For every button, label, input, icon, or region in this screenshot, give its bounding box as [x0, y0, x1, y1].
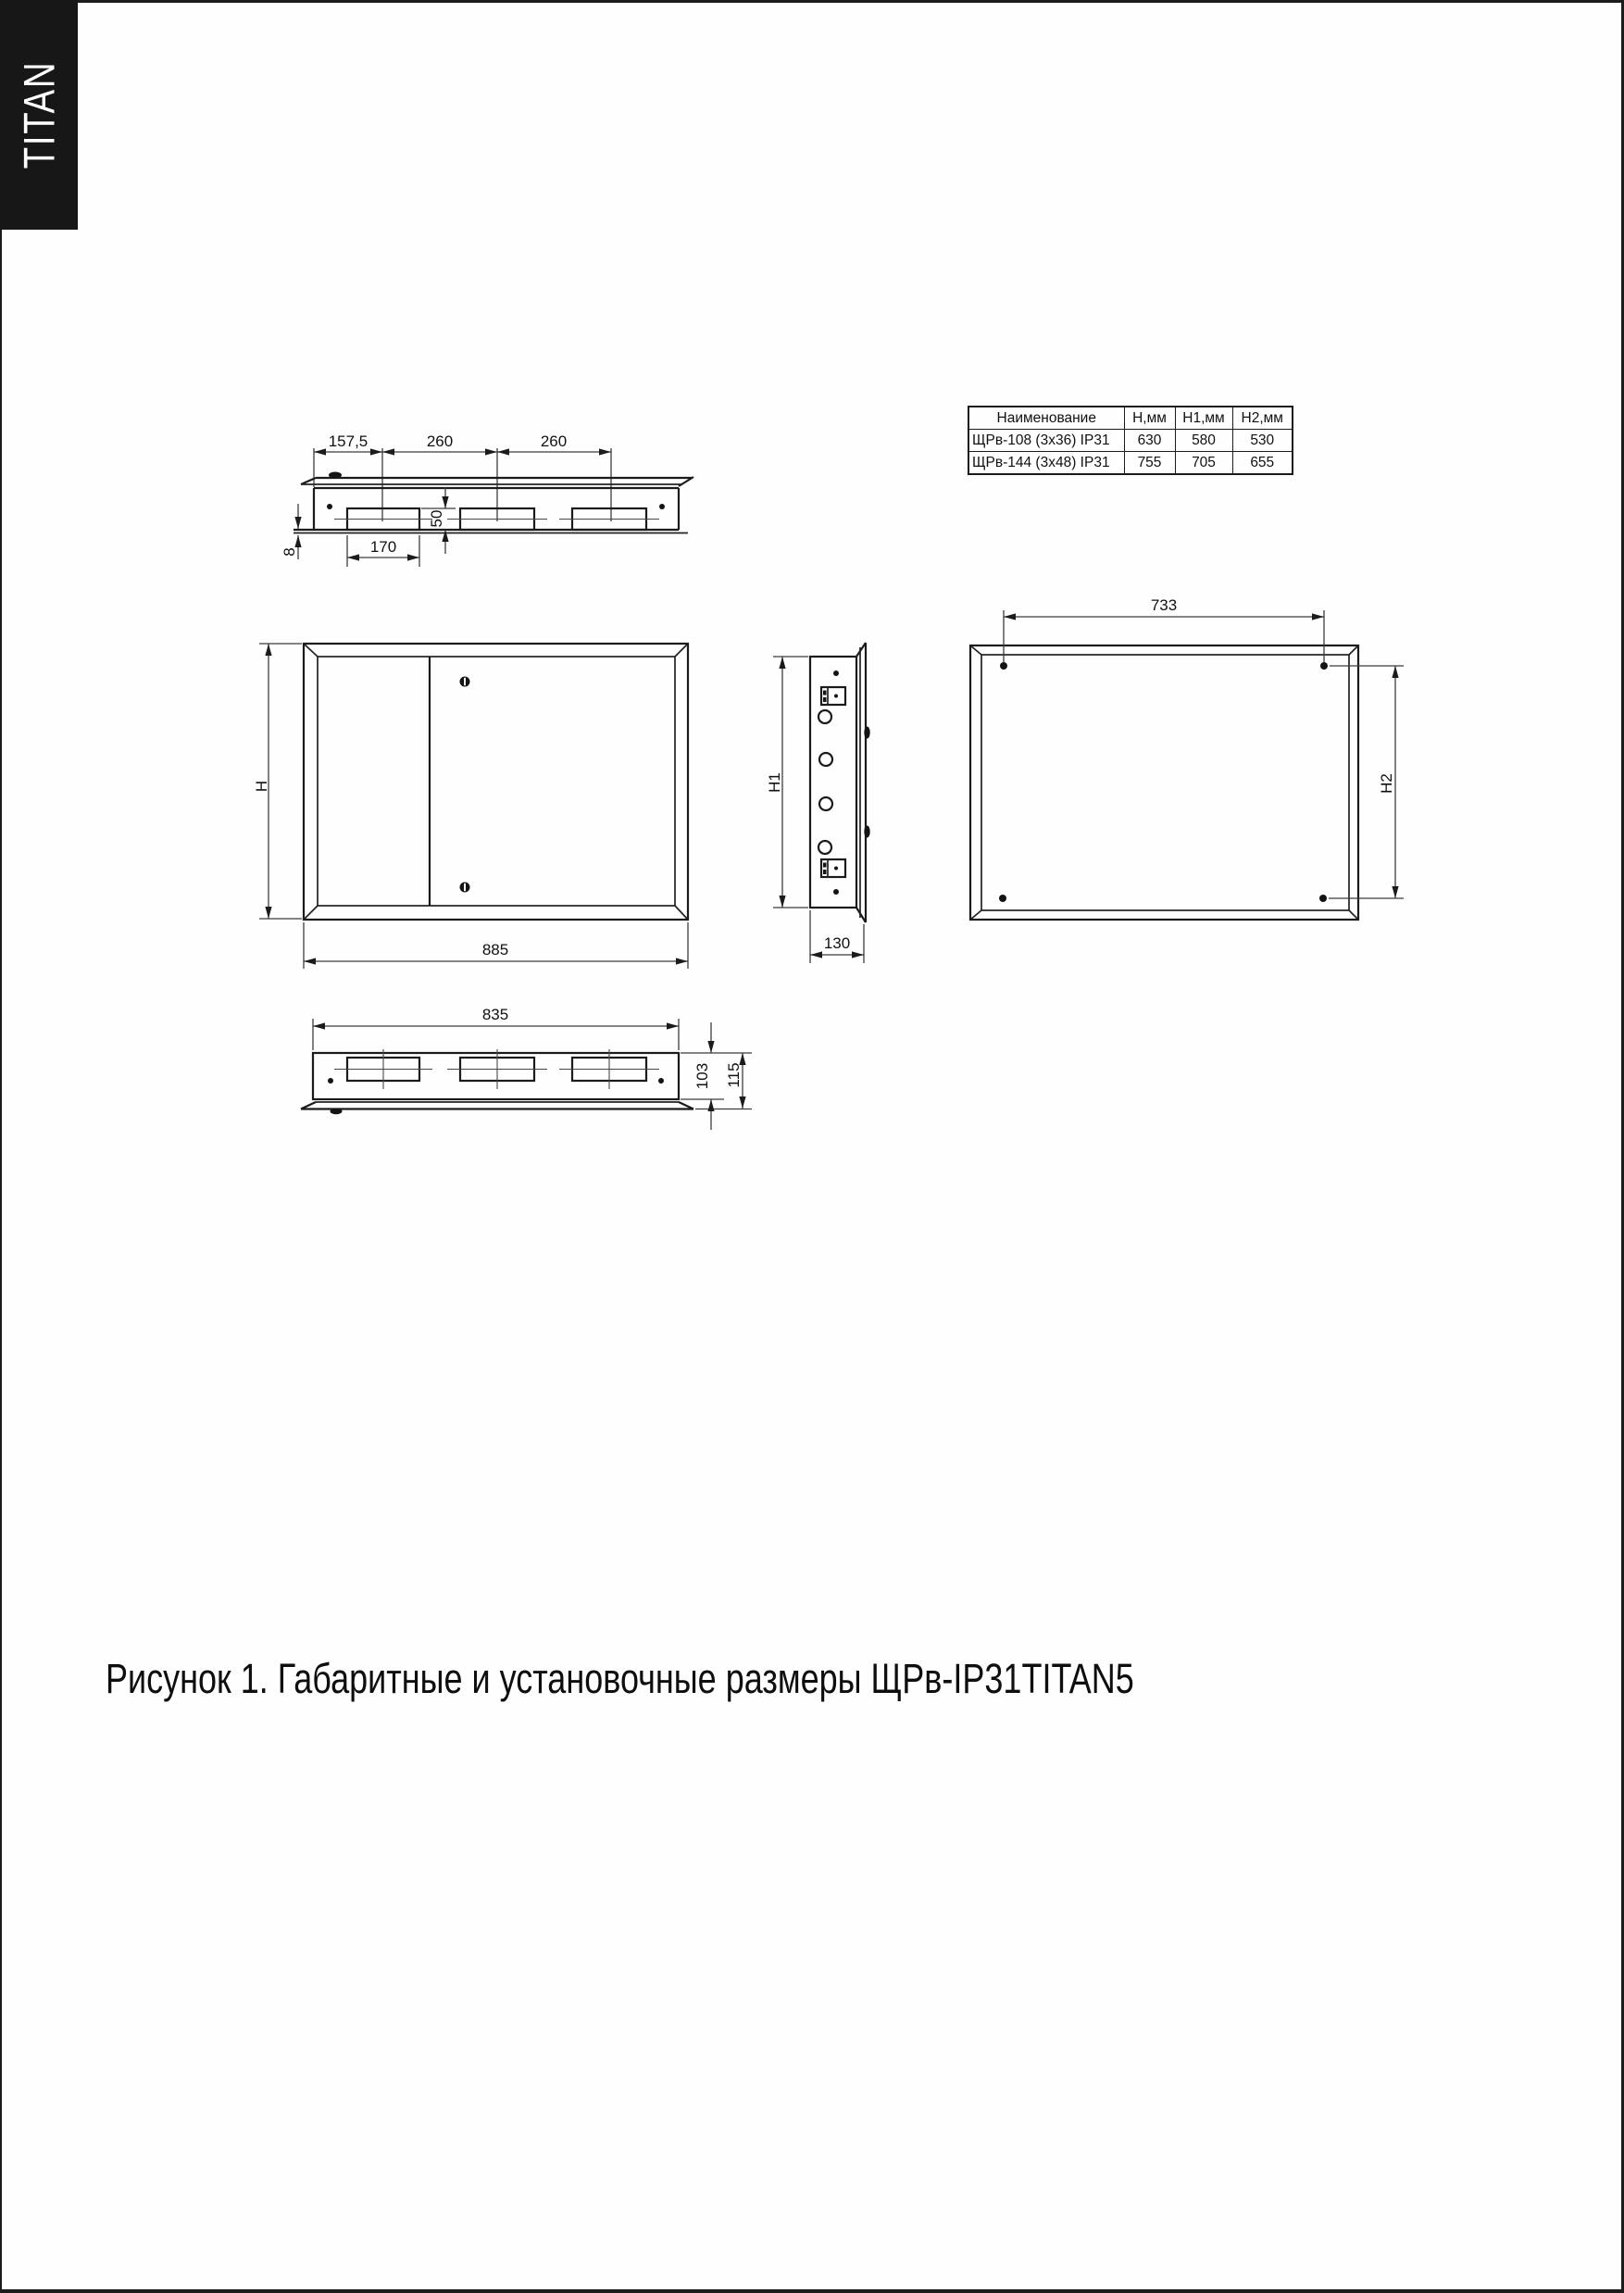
dim-rear-mount-height: H2 — [1378, 773, 1395, 794]
cable-hole — [819, 753, 832, 766]
rear-outer-frame — [970, 645, 1358, 920]
mount-hole — [327, 504, 332, 509]
din-bracket — [821, 859, 845, 877]
brand-logo-text: TITAN — [14, 60, 64, 169]
dim-front-height: H — [253, 780, 270, 793]
row2-h2: 655 — [1232, 452, 1293, 475]
cable-hole — [818, 710, 831, 723]
view-rear — [970, 596, 1404, 920]
hinge-bump — [329, 472, 342, 479]
dim-side-depth: 130 — [823, 934, 851, 952]
rear-inner-frame — [981, 655, 1349, 910]
dim-top-slot-width: 170 — [369, 538, 397, 556]
mount-hole — [328, 1078, 333, 1084]
cable-hole — [818, 841, 831, 854]
mount-hole — [658, 1078, 664, 1084]
dim-bottom-total-depth: 115 — [725, 1062, 743, 1088]
fixing-hole — [833, 889, 839, 895]
cable-hole — [819, 797, 832, 810]
row1-h2: 530 — [1232, 430, 1293, 452]
dim-top-pitch1: 260 — [426, 432, 454, 450]
row2-name: ЩРв-144 (3х48) IP31 — [968, 452, 1124, 475]
cabinet-inner-frame — [318, 657, 675, 906]
dim-bottom-width: 835 — [481, 1006, 509, 1023]
figure-caption: Рисунок 1. Габаритные и установочные размеры ЩРв-IP31TITAN5 — [106, 1655, 1134, 1702]
mount-hole — [999, 895, 1006, 902]
col-header-h1: Н1,мм — [1175, 407, 1232, 430]
dim-side-height: H1 — [766, 772, 783, 793]
hinge-bump — [864, 727, 869, 739]
view-side — [766, 643, 870, 963]
side-body — [810, 657, 856, 908]
view-top — [281, 432, 693, 567]
view-front — [253, 644, 688, 969]
dim-bottom-body-depth: 103 — [693, 1062, 711, 1090]
cabinet-outer-frame — [304, 644, 688, 920]
row2-h1: 705 — [1175, 452, 1232, 475]
col-header-name: Наименование — [968, 407, 1124, 430]
bottom-body — [313, 1053, 679, 1099]
mount-hole — [1320, 662, 1328, 670]
view-bottom — [301, 1006, 752, 1130]
fixing-hole — [833, 670, 839, 676]
dim-rear-mount-width: 733 — [1150, 596, 1178, 614]
dim-top-slot-height: 50 — [428, 509, 445, 528]
row2-h: 755 — [1124, 452, 1175, 475]
mount-hole — [1319, 895, 1327, 902]
dim-top-left-offset: 157,5 — [328, 432, 369, 450]
hinge-bump — [864, 826, 869, 838]
row1-h1: 580 — [1175, 430, 1232, 452]
hinge-bump — [331, 1109, 343, 1114]
row1-name: ЩРв-108 (3х36) IP31 — [968, 430, 1124, 452]
dim-top-rear-offset: 8 — [281, 547, 298, 557]
dim-front-width: 885 — [481, 941, 509, 959]
col-header-h: Н,мм — [1124, 407, 1175, 430]
dim-top-pitch2: 260 — [540, 432, 568, 450]
mount-hole — [1000, 662, 1007, 670]
col-header-h2: Н2,мм — [1232, 407, 1293, 430]
mount-hole — [659, 504, 665, 509]
row1-h: 630 — [1124, 430, 1175, 452]
din-bracket — [821, 687, 845, 705]
